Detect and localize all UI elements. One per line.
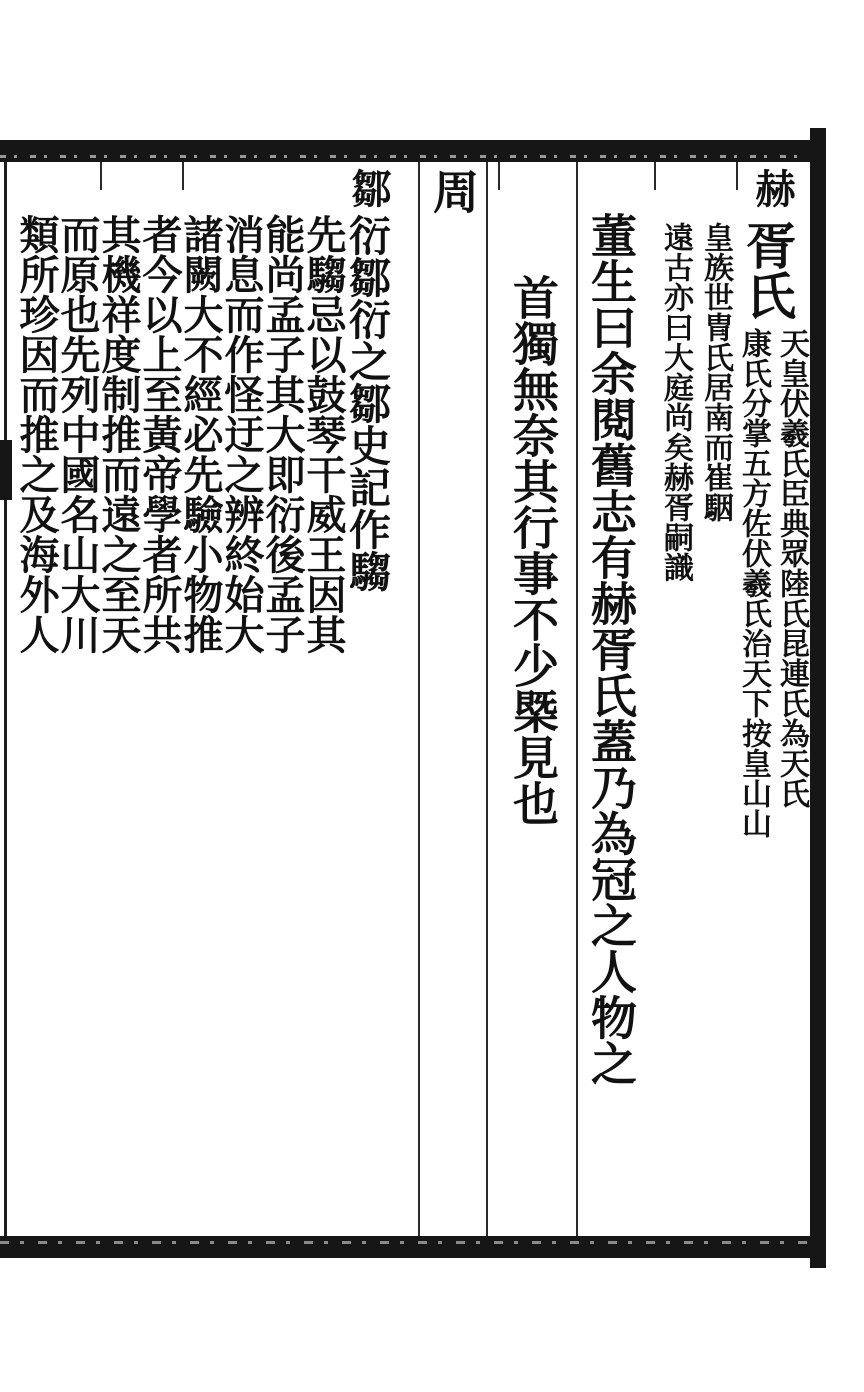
center-column-frame	[418, 162, 488, 1236]
text-column: 者今以上至黃帝學者所共	[136, 214, 183, 654]
note-column: 康氏分掌五方佐伏羲氏治天下按皇山山	[736, 328, 771, 838]
column-rule	[576, 162, 578, 1236]
note-column: 皇族世冑氏居南而崔駰	[698, 222, 733, 522]
note-column: 遠古亦曰大庭尚矣赫胥嗣識	[658, 222, 693, 582]
heading-left: 鄒	[345, 168, 392, 208]
commentary-column: 董生曰余閱舊志有赫胥氏蓋乃為冠之人物之	[584, 212, 638, 1086]
left-edge-mark	[0, 440, 12, 500]
text-column: 能尚孟子其大即衍後孟子	[259, 214, 306, 654]
column-rule	[182, 162, 184, 190]
text-column: 諸闕大不經必先驗小物推	[177, 214, 224, 654]
text-column: 類所珍因而推之及海外人	[13, 214, 60, 654]
bottom-border	[0, 1236, 826, 1258]
column-rule	[654, 162, 656, 190]
heading-right: 赫	[749, 168, 796, 208]
left-border	[4, 162, 7, 1236]
text-column: 而原也先列中國名山大川	[54, 214, 101, 654]
column-rule	[736, 162, 738, 190]
text-column: 消息而作怪迂之辨終始大	[218, 214, 265, 654]
entry-title: 胥氏	[738, 220, 797, 320]
commentary-column: 首獨無奈其行事不少槩見也	[506, 274, 560, 826]
text-column: 先騶忌以鼓琴干威王因其	[300, 214, 347, 654]
text-column: 衍鄒衍之鄒史記作騶	[343, 214, 392, 592]
column-rule	[498, 162, 500, 190]
column-rule	[100, 162, 102, 190]
top-border	[0, 140, 826, 162]
text-column: 其機祥度制推而遠之至天	[95, 214, 142, 654]
right-border	[810, 128, 826, 1268]
heading-mid: 周	[426, 168, 480, 214]
note-column: 天皇伏羲氏臣典眾陸氏昆連氏為天氏	[774, 328, 809, 808]
